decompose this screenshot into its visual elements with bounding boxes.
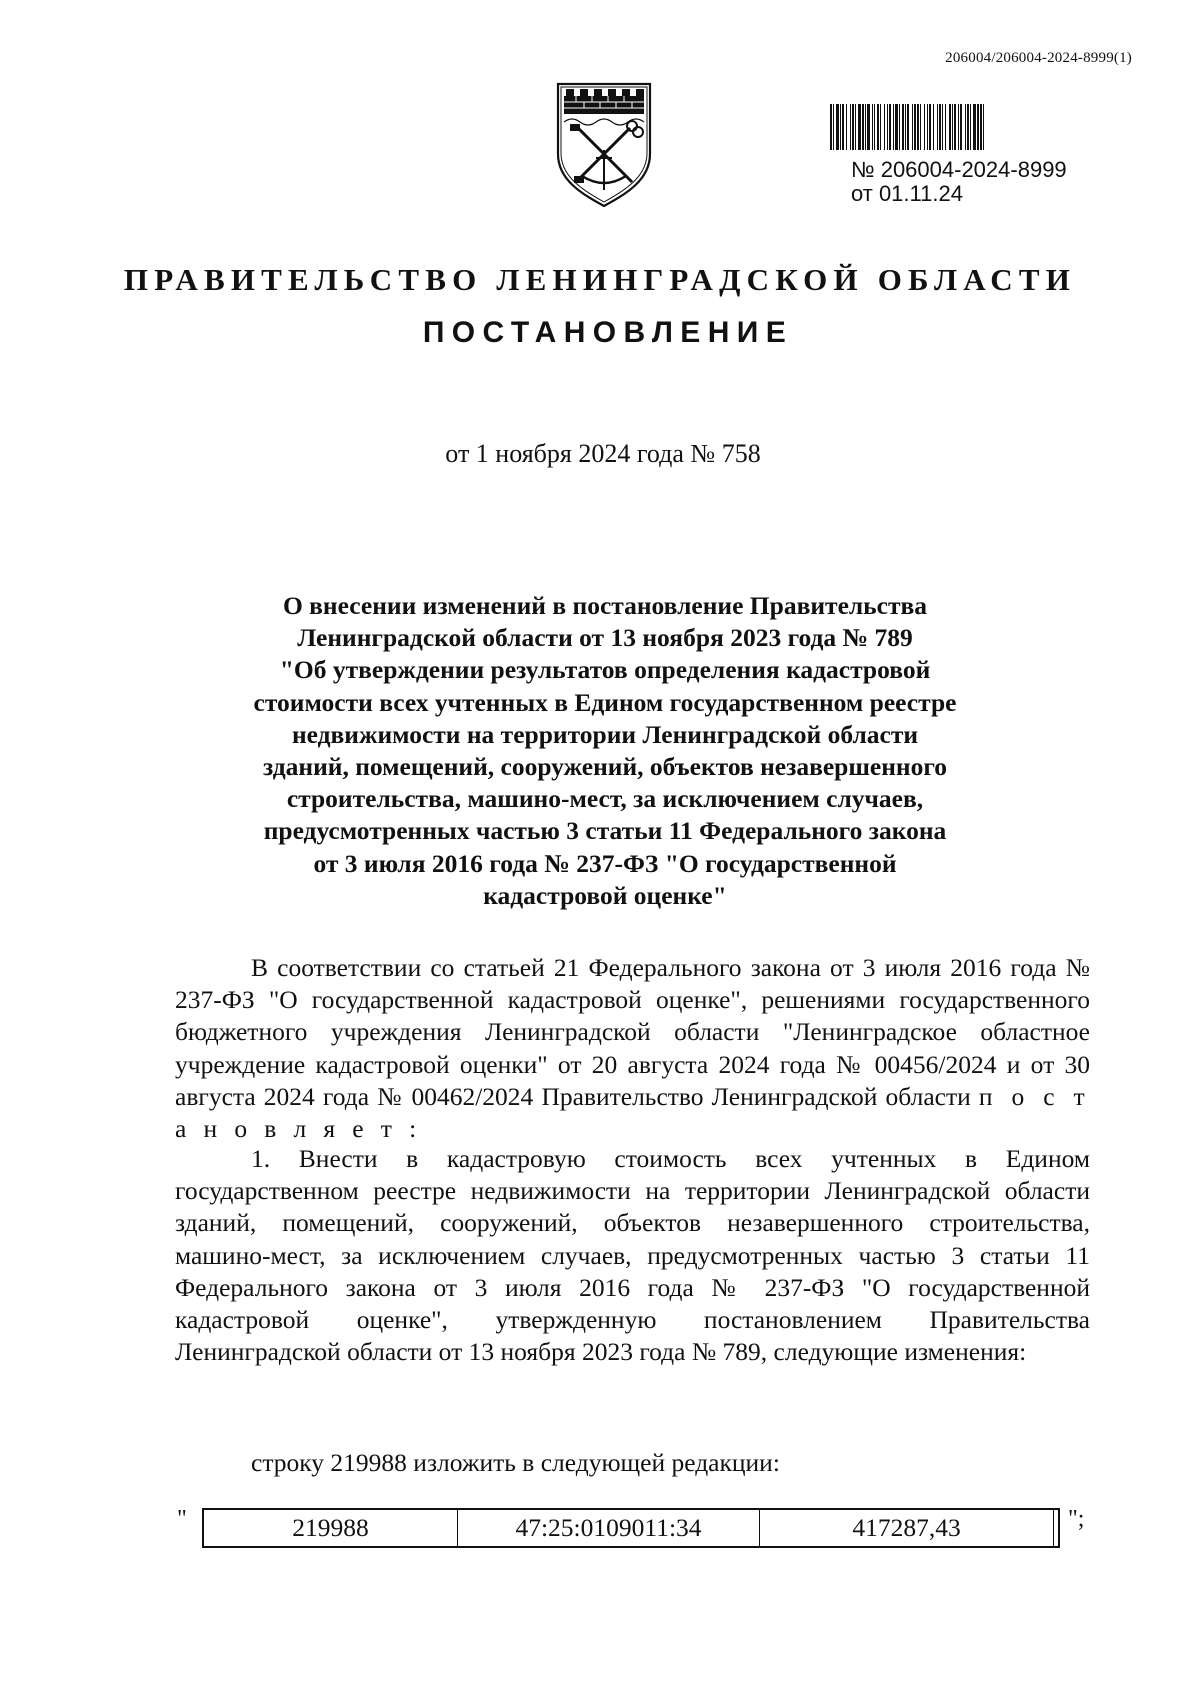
resolves-word: п о с т а н о в л я е т : [175, 1081, 1091, 1144]
row-number-cell: 219988 [204, 1510, 458, 1546]
subject-line: строительства, машино-мест, за исключением случаев, [286, 784, 924, 814]
subject-line: кадастровой оценке" [483, 880, 727, 910]
subject-line: "Об утверждении результатов определения кадастровой [279, 655, 931, 685]
cadastral-number-cell: 47:25:0109011:34 [458, 1510, 760, 1546]
document-type-title: ПОСТАНОВЛЕНИЕ [422, 316, 794, 349]
decree-date-number: от 1 ноября 2024 года № 758 [445, 439, 761, 468]
subject-line: недвижимости на территории Ленинградской области [291, 719, 919, 749]
subject-line: от 3 июля 2016 года № 237-ФЗ "О государственной [313, 848, 897, 878]
amended-row-table [202, 1508, 1060, 1548]
subject-line: стоимости всех учтенных в Едином государственном реестре [253, 687, 957, 717]
cadastral-value-cell: 417287,43 [760, 1510, 1054, 1546]
closing-quote: "; [1068, 1506, 1085, 1532]
government-title: ПРАВИТЕЛЬСТВО ЛЕНИНГРАДСКОЙ ОБЛАСТИ [123, 262, 1077, 297]
subject-line: зданий, помещений, сооружений, объектов незавершенного [262, 752, 948, 782]
document-id: 206004/206004-2024-8999(1) [945, 50, 1132, 66]
subject-line: предусмотренных частью 3 статьи 11 Федерального закона [263, 816, 947, 846]
decree-subject [210, 590, 1000, 912]
subject-line: Ленинградской области от 13 ноября 2023 года № 789 [297, 623, 913, 653]
barcode-icon [830, 104, 1096, 150]
preamble-text: В соответствии со статьей 21 Федерального закона от 3 июля 2016 года № 237-ФЗ "О государственной кадастровой оценке", решениями государственного бюджетного учреждения Ленинградской области "Ленинградское областное учреждение кадастровой оценки" от 20 августа 2024 года № 00456/2024 и от 30 августа 2024 года № 00462/2024 Правительство Ленинградской области [175, 953, 1090, 1111]
item-1-paragraph: 1. Внести в кадастровую стоимость всех учтенных в Едином государственном реестре недвижимости на территории Ленинградской области зданий, помещений, сооружений, объектов незавершенного строительства, машино-мест, за исключением случаев, предусмотренных частью 3 статьи 11 Федерального закона от 3 июля 2016 года № 237-ФЗ "О государственной кадастровой оценке", утвержденную постановлением Правительства Ленинградской области от 13 ноября 2023 года № 789, следующие изменения: [175, 1144, 1090, 1367]
registration-date: от 01.11.24 [851, 181, 963, 206]
preamble-paragraph [175, 952, 1090, 1145]
subject-line: О внесении изменений в постановление Правительства [282, 591, 928, 620]
registration-number: № 206004-2024-8999 [851, 157, 1067, 182]
coat-of-arms-icon [552, 76, 656, 210]
opening-quote: " [177, 1506, 187, 1532]
row-intro-text: строку 219988 изложить в следующей редакции: [251, 1448, 780, 1477]
